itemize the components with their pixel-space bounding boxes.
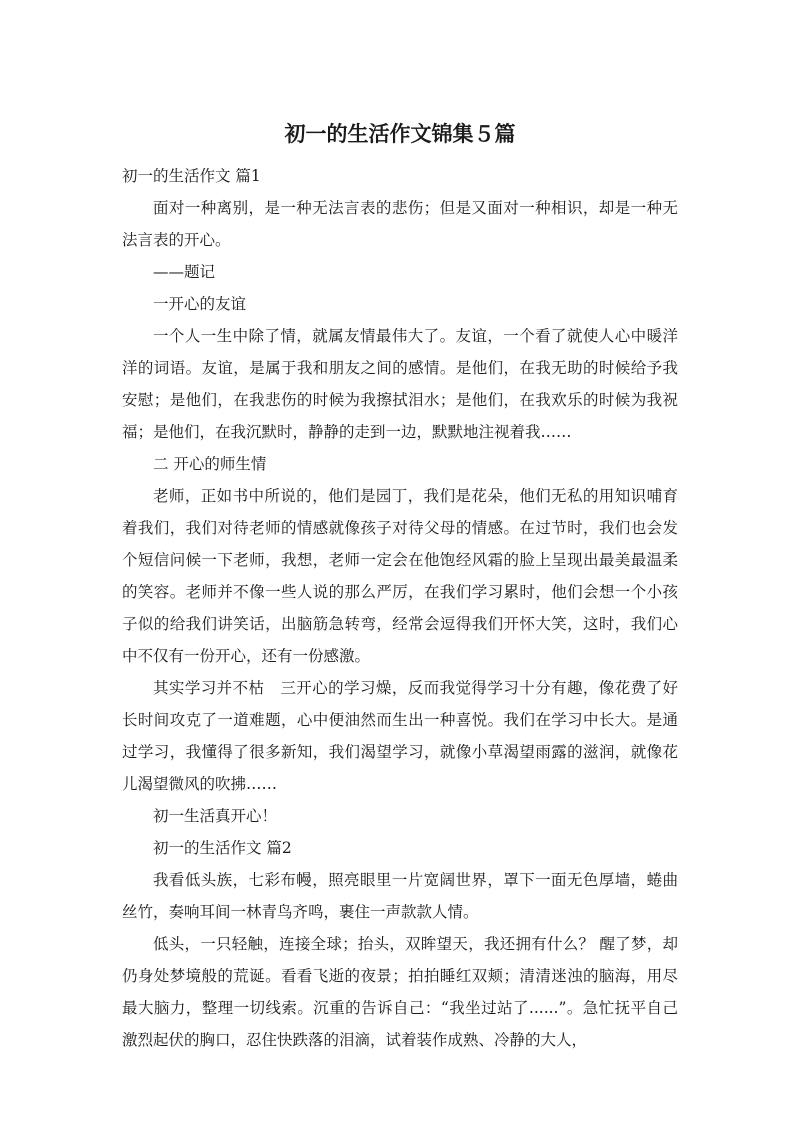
- subheading: 二 开心的师生情: [153, 455, 267, 473]
- paragraph: 其实学习并不枯 三开心的学习燥，反而我觉得学习十分有趣，像花费了好长时间攻克了一道难题，心中便油然而生出一种喜悦。我们在学习中长大。是通过学习，我懂得了很多新知，我们渴望学习，就像小草渴望雨露的滋润，就像花儿渴望微风的吹拂……: [122, 679, 678, 793]
- paragraph: 面对一种离别，是一种无法言表的悲伤；但是又面对一种相识，却是一种无法言表的开心。: [122, 199, 678, 249]
- document-body: [122, 160, 678, 1056]
- paragraph: 一个人一生中除了情，就属友情最伟大了。友谊，一个看了就使人心中暖洋洋的词语。友谊，是属于我和朋友之间的感情。是他们，在我无助的时候给予我安慰；是他们，在我悲伤的时候为我擦拭泪水；是他们，在我欢乐的时候为我祝福；是他们，在我沉默时，静静的走到一边，默默地注视着我……: [122, 327, 678, 441]
- paragraph: 初一生活真开心！: [153, 807, 278, 825]
- paragraph: 老师，正如书中所说的，他们是园丁，我们是花朵，他们无私的用知识哺育着我们，我们对待老师的情感就像孩子对待父母的情感。在过节时，我们也会发个短信问候一下老师，我想，老师一定会在他饱经风霜的脸上呈现出最美最温柔的笑容。老师并不像一些人说的那么严厉，在我们学习累时，他们会想一个小孩子似的给我们讲笑话，出脑筋急转弯，经常会逗得我们开怀大笑，这时，我们心中不仅有一份开心，还有一份感激。: [122, 487, 678, 665]
- section-heading: 初一的生活作文 篇1: [122, 167, 261, 185]
- document-title: 初一的生活作文锦集５篇: [284, 122, 516, 146]
- paragraph: 低头，一只轻触，连接全球；抬头，双眸望天，我还拥有什么？ 醒了梦，却仍身处梦境般的荒诞。看看飞逝的夜景；拍拍睡红双颊；清清迷浊的脑海，用尽最大脑力，整理一切线索。沉重的告诉自己：“我坐过站了......”。急忙抚平自己激烈起伏的胸口，忍住快跌落的泪滴，试着装作成熟、冷静的大人，: [122, 935, 678, 1049]
- section-heading: 初一的生活作文 篇2: [153, 839, 292, 857]
- paragraph: 我看低头族，七彩布幔，照亮眼里一片宽阔世界，罩下一面无色厚墙，蜷曲丝竹，奏响耳间一林青鸟齐鸣，裹住一声款款人情。: [122, 871, 678, 921]
- epigraph-attribution: ——题记: [153, 263, 216, 281]
- subheading: 一开心的友谊: [153, 295, 247, 313]
